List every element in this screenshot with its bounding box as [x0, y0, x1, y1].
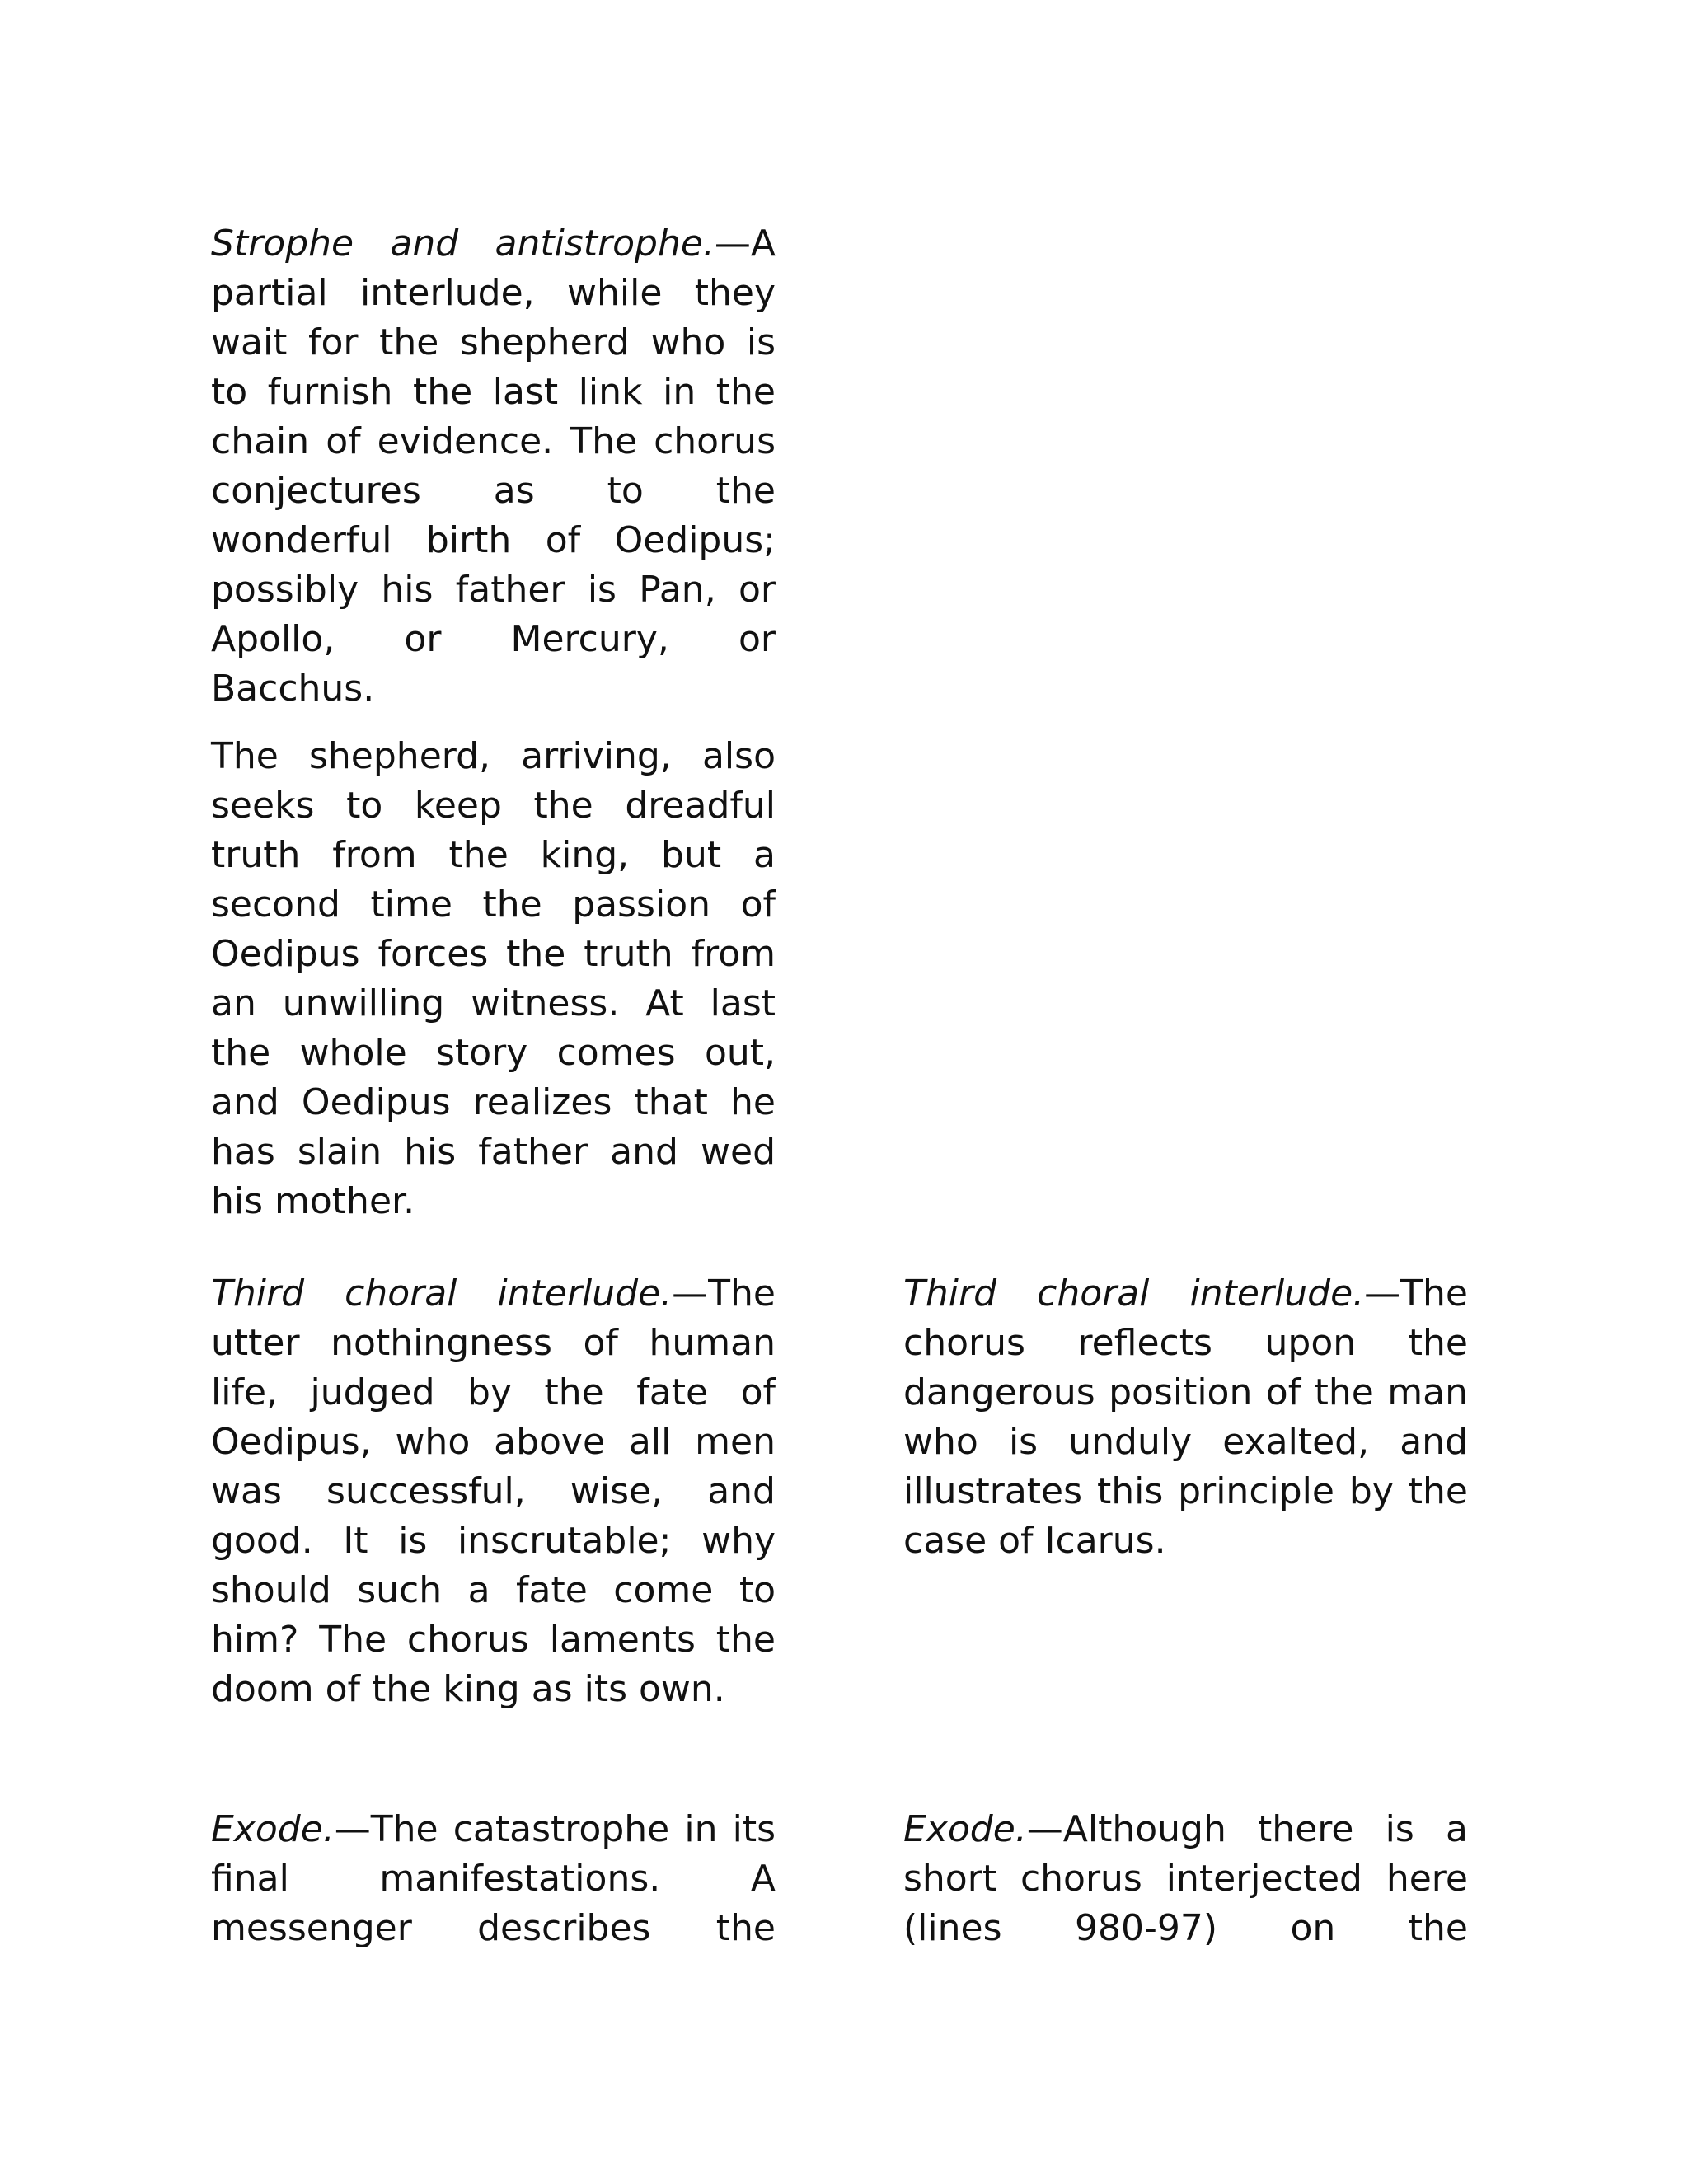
left-column-block-exode [211, 1805, 776, 1953]
paragraph-text: —The chorus reflects upon the dangerous position of the man who is unduly exalted, and illustrates this principle by the case of Icarus. [903, 1272, 1468, 1562]
paragraph-text: —The catastrophe in its final manifestations. A messenger describes the [211, 1808, 776, 1949]
paragraph-lead: Exode. [211, 1808, 335, 1850]
paragraph-lead: Strophe and antistrophe. [211, 223, 715, 265]
paragraph-lead: Third choral interlude. [211, 1272, 673, 1315]
paragraph-strophe [211, 219, 776, 714]
paragraph-text: —Although there is a short chorus interjected here (lines 980-97) on the [903, 1808, 1468, 1949]
paragraph-exode-right [903, 1805, 1468, 1953]
left-column-block-third-choral [211, 1269, 776, 1714]
paragraph-shepherd [211, 732, 776, 1226]
paragraph-text: The shepherd, arriving, also seeks to keep the dreadful truth from the king, but a second time the passion of Oedipus forces the truth from an unwilling witness. At last the whole story comes out, and Oedipus realizes that he has slain his father and wed his mother. [211, 735, 776, 1222]
paragraph-lead: Exode. [903, 1808, 1027, 1850]
paragraph-third-choral-right [903, 1269, 1468, 1566]
paragraph-lead: Third choral interlude. [903, 1272, 1365, 1315]
right-column-block-exode [903, 1805, 1468, 1953]
paragraph-text: —The utter nothingness of human life, judged by the fate of Oedipus, who above all men was successful, wise, and good. It is inscrutable; why should such a fate come to him? The chorus laments the doom of the king as its own. [211, 1272, 776, 1710]
paragraph-text: —A partial interlude, while they wait for the shepherd who is to furnish the last link in the chain of evidence. The chorus conjectures as to the wonderful birth of Oedipus; possibly his father is Pan, or Apollo, or Mercury, or Bacchus. [211, 223, 776, 710]
paragraph-exode-left [211, 1805, 776, 1953]
right-column-block-third-choral [903, 1269, 1468, 1566]
left-column-block-strophe [211, 219, 776, 1226]
paragraph-third-choral-left [211, 1269, 776, 1714]
